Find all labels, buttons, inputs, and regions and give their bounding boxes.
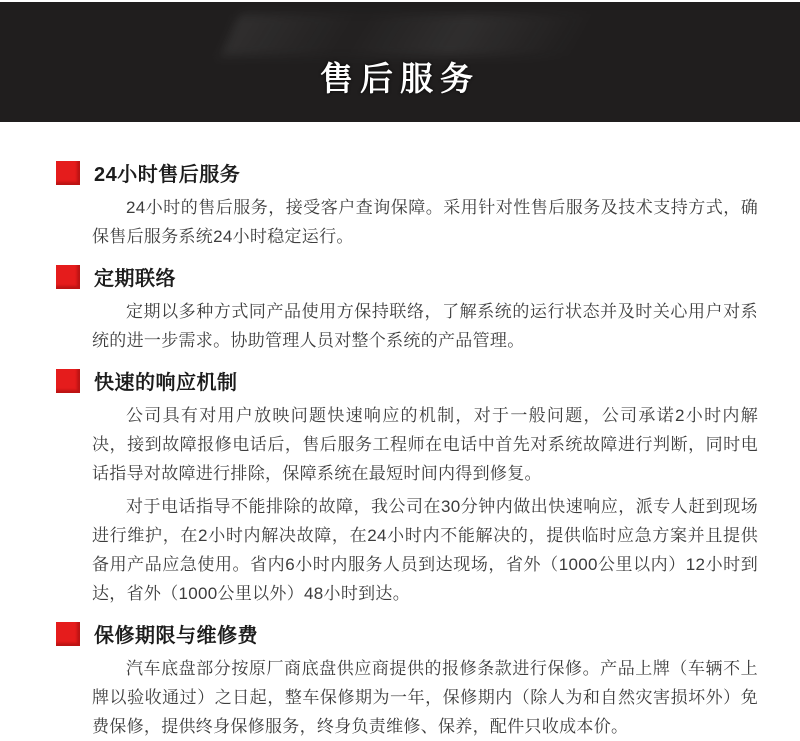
service-section xyxy=(56,366,758,608)
page-header-banner xyxy=(0,2,800,122)
section-paragraphs xyxy=(56,401,758,608)
section-paragraphs xyxy=(56,654,758,741)
red-square-bullet-icon xyxy=(56,369,80,393)
section-heading: 保修期限与维修费 xyxy=(94,625,258,647)
section-paragraphs xyxy=(56,297,758,355)
section-heading: 定期联络 xyxy=(94,268,176,290)
service-sections-container xyxy=(0,122,800,741)
section-paragraph: 24小时的售后服务，接受客户查询保障。采用针对性售后服务及技术支持方式，确保售后服务系统24小时稳定运行。 xyxy=(92,198,758,246)
red-square-bullet-icon xyxy=(56,161,80,185)
section-header-row xyxy=(56,366,758,395)
watermark-smudge xyxy=(221,14,590,56)
service-section xyxy=(56,262,758,355)
section-paragraph: 汽车底盘部分按原厂商底盘供应商提供的报修条款进行保修。产品上牌（车辆不上牌以验收通过）之日起，整车保修期为一年，保修期内（除人为和自然灾害损坏外）免费保修，提供终身保修服务，终身负责维修、保养，配件只收成本价。 xyxy=(92,659,758,736)
section-paragraph: 定期以多种方式同产品使用方保持联络，了解系统的运行状态并及时关心用户对系统的进一步需求。协助管理人员对整个系统的产品管理。 xyxy=(92,302,758,350)
service-section xyxy=(56,158,758,251)
red-square-bullet-icon xyxy=(56,265,80,289)
section-heading: 快速的响应机制 xyxy=(94,372,238,394)
page-title: 售后服务 xyxy=(320,59,480,97)
section-header-row xyxy=(56,619,758,648)
section-paragraph: 公司具有对用户放映问题快速响应的机制，对于一般问题，公司承诺2小时内解决，接到故障报修电话后，售后服务工程师在电话中首先对系统故障进行判断，同时电话指导对故障进行排除，保障系统在最短时间内得到修复。 xyxy=(92,406,758,483)
section-paragraphs xyxy=(56,193,758,251)
section-paragraph: 对于电话指导不能排除的故障，我公司在30分钟内做出快速响应，派专人赶到现场进行维护，在2小时内解决故障，在24小时内不能解决的，提供临时应急方案并且提供备用产品应急使用。省内6小时内服务人员到达现场，省外（1000公里以内）12小时到达，省外（1000公里以外）48小时到达。 xyxy=(92,497,758,603)
section-header-row xyxy=(56,262,758,291)
red-square-bullet-icon xyxy=(56,622,80,646)
service-section xyxy=(56,619,758,741)
section-header-row xyxy=(56,158,758,187)
section-heading: 24小时售后服务 xyxy=(94,164,241,186)
